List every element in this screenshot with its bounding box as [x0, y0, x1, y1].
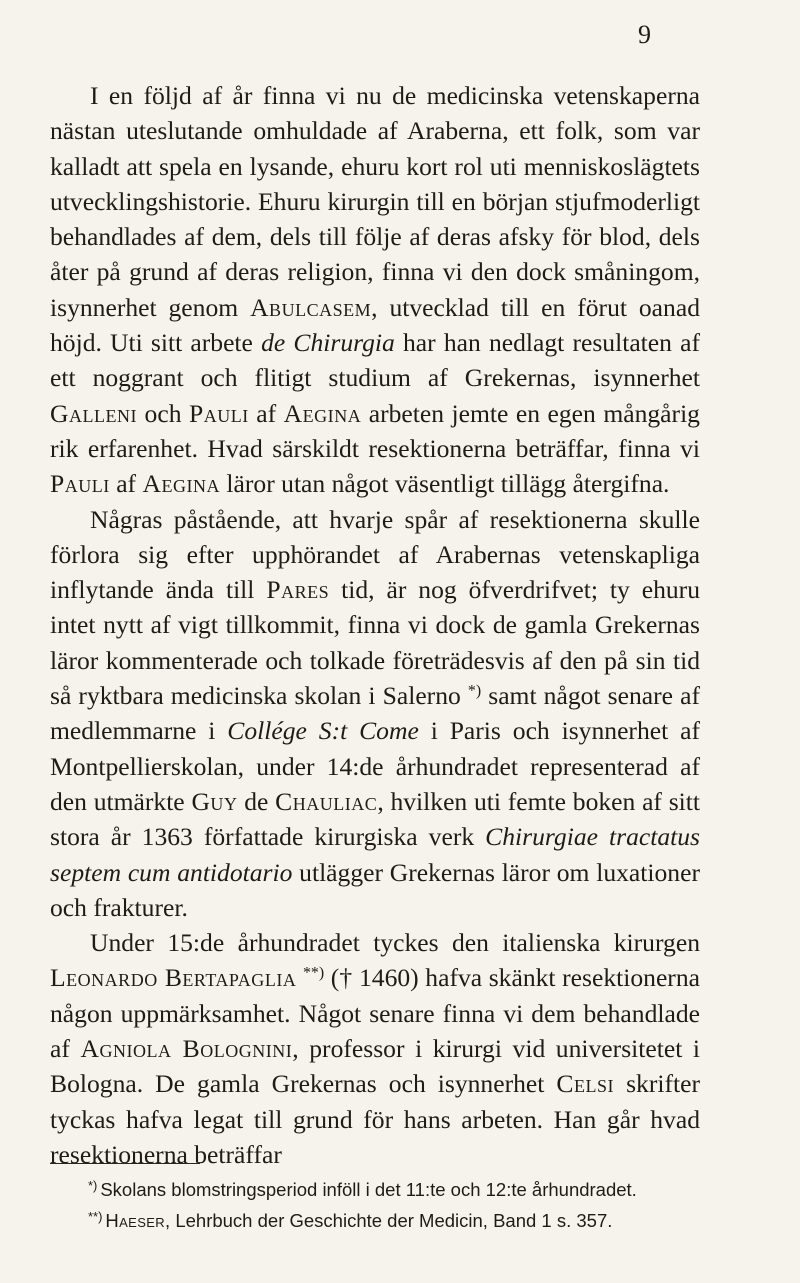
text-run: Någras påstående, att hvarje spår af resektionerna skulle förlora sig efter upphörandet af Arabernas vetenskapliga inflytande ända till	[50, 504, 700, 605]
text-run: († 1460) hafva skänkt resektionerna någon uppmärksamhet. Något senare finna vi dem behandlade af	[50, 963, 700, 1064]
footnote	[88, 1203, 708, 1234]
text-run: har han nedlagt resultaten af ett noggrant och flitigt studium af Grekernas, isynnerhet	[50, 328, 700, 393]
footnotes	[88, 1172, 708, 1234]
text-run: skrifter tyckas hafva legat till grund för hans arbeten. Han går hvad resektionerna beträffar	[50, 1069, 700, 1169]
text-run: af	[109, 469, 143, 499]
text-run: Collége S:t Come	[227, 716, 419, 746]
footnote	[88, 1172, 708, 1203]
text-run: Pauli	[189, 398, 249, 428]
text-run: I en följd af år finna vi nu de medicinska vetenskaperna nästan uteslutande omhuldade af Araberna, ett folk, som var kalladt att spela en lysande, ehuru kort rol uti menniskoslägtets utvecklingshistorie. Ehuru kirurgin till en början stjufmoderligt behandlades af dem, dels till följe af deras afsky för blod, dels åter på grund af deras religion, finna vi den dock småningom, isynnerhet genom	[50, 81, 700, 322]
text-run: Under 15:de århundradet tyckes den italienska kirurgen	[90, 928, 700, 958]
text-run: Guy	[191, 786, 238, 816]
paragraph	[50, 502, 700, 926]
text-run: tid, är nog öfverdrifvet; ty ehuru intet nytt af vigt tillkommit, finna vi dock de gamla Grekernas läror kommenterade och tolkade företrädesvis af den på sin tid så ryktbara medicinska skolan i Salerno	[50, 575, 700, 711]
text-run: de	[237, 786, 276, 816]
text-run: Leonardo Bertapaglia	[50, 963, 297, 993]
footnote-reference[interactable]: *)	[467, 682, 482, 700]
text-run: Skolans blomstringsperiod inföll i det 11:te och 12:te århundradet.	[100, 1178, 637, 1200]
body-text	[50, 78, 700, 1172]
footnote-divider	[50, 1163, 200, 1164]
footnote-reference[interactable]: **)	[302, 964, 325, 982]
text-run: Haeser	[105, 1209, 166, 1231]
text-run: , hvilken uti femte boken af sitt stora år 1363 författade kirurgiska verk	[50, 786, 700, 852]
text-run: Aegina	[142, 469, 221, 499]
text-run: Aegina	[283, 398, 362, 428]
text-run: Agniola Bolognini	[80, 1034, 293, 1064]
text-run: utlägger Grekernas läror om luxationer och frakturer.	[50, 857, 700, 922]
text-run: Pauli	[50, 469, 110, 499]
text-run: Chirurgiae tractatus septem cum antidotario	[50, 822, 700, 887]
footnote-mark: *)	[88, 1178, 98, 1193]
text-run: Celsi	[556, 1069, 615, 1099]
text-run: af	[248, 398, 284, 428]
text-run: Chauliac	[275, 786, 378, 816]
text-run: Galleni	[50, 398, 138, 428]
text-run: de Chirurgia	[261, 328, 395, 358]
text-run: , professor i kirurgi vid universitetet i Bologna. De gamla Grekernas och isynnerhet	[50, 1034, 701, 1099]
text-run: i Paris och isynnerhet af Montpellierskolan, under 14:de århundradet representerad af den utmärkte	[50, 716, 700, 816]
text-run: arbeten jemte en egen mångårig rik erfarenhet. Hvad särskildt resektionerna beträffar, finna vi	[50, 398, 700, 463]
text-run: , Lehrbuch der Geschichte der Medicin, Band 1 s. 357.	[165, 1209, 613, 1231]
paragraph	[50, 78, 700, 502]
text-run: läror utan något väsentligt tillägg återgifna.	[220, 469, 670, 499]
text-run: samt något senare af medlemmarne i	[50, 681, 700, 746]
text-run: Abulcasem	[250, 292, 372, 322]
text-run: , utvecklad till en förut oanad höjd. Uti sitt arbete	[50, 292, 700, 358]
page-number: 9	[638, 20, 651, 49]
text-run: Pares	[266, 575, 330, 605]
paragraph	[50, 925, 700, 1172]
text-run	[296, 963, 303, 992]
footnote-mark: **)	[88, 1208, 103, 1224]
text-run: och	[137, 398, 189, 428]
